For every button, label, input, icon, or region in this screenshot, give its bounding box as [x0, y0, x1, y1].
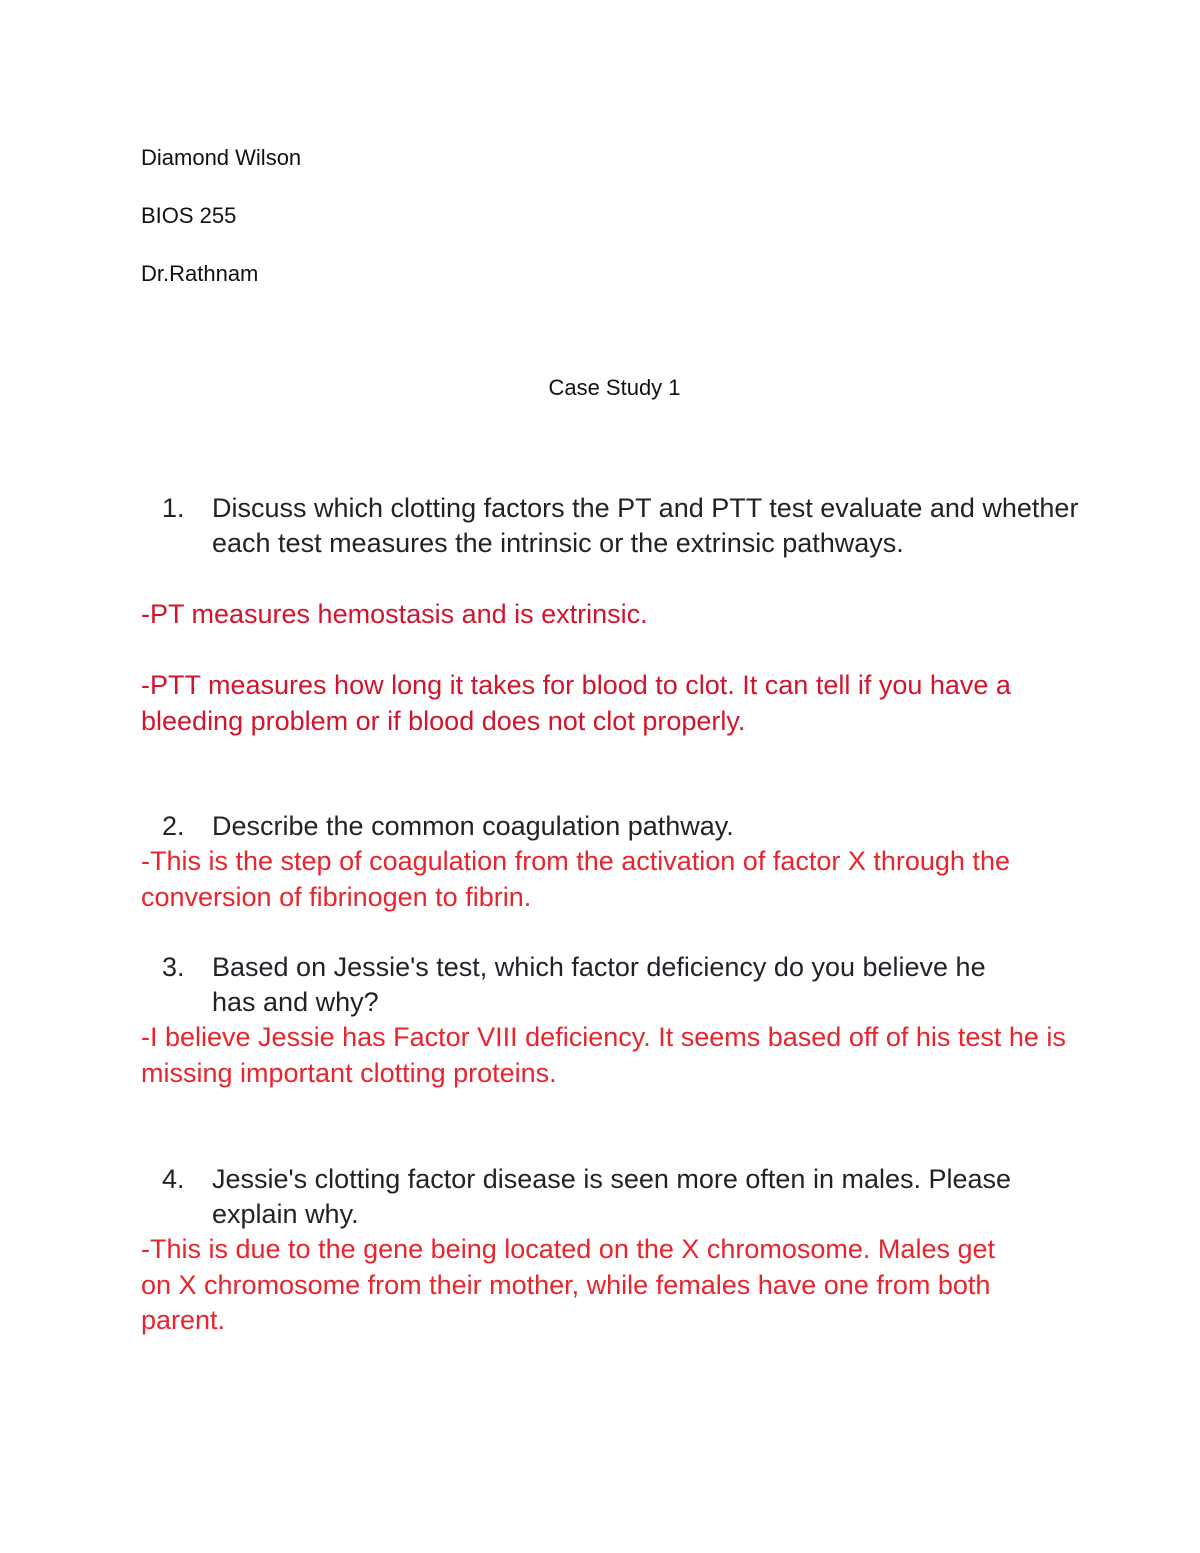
answer-text: -This is due to the gene being located on the X chromosome. Males get on X chromosome from their mother, while females have one from both parent. — [141, 1234, 995, 1335]
question-number: 1. — [162, 493, 185, 523]
student-name: Diamond Wilson — [141, 145, 302, 170]
answer-text: -PT measures hemostasis and is extrinsic. — [141, 599, 648, 629]
question-number: 2. — [162, 811, 185, 841]
answer-text: -PTT measures how long it takes for blood to clot. It can tell if you have a bleeding problem or if blood does not clot properly. — [141, 670, 1011, 736]
question-text: Discuss which clotting factors the PT and PTT test evaluate and whether each test measures the intrinsic or the extrinsic pathways. — [212, 493, 1079, 558]
answer-text: -I believe Jessie has Factor VIII deficiency. It seems based off of his test he is missing important clotting proteins. — [141, 1022, 1066, 1088]
question-text: Jessie's clotting factor disease is seen more often in males. Please explain why. — [212, 1164, 1012, 1229]
question-number: 4. — [162, 1164, 185, 1194]
course-code: BIOS 255 — [141, 203, 237, 228]
page-title: Case Study 1 — [548, 375, 681, 400]
question-number: 3. — [162, 952, 185, 982]
question-text: Based on Jessie's test, which factor deficiency do you believe he has and why? — [212, 952, 986, 1017]
answer-text: -This is the step of coagulation from the activation of factor X through the conversion of fibrinogen to fibrin. — [141, 846, 1010, 912]
instructor-name: Dr.Rathnam — [141, 261, 259, 286]
question-text: Describe the common coagulation pathway. — [212, 811, 734, 841]
